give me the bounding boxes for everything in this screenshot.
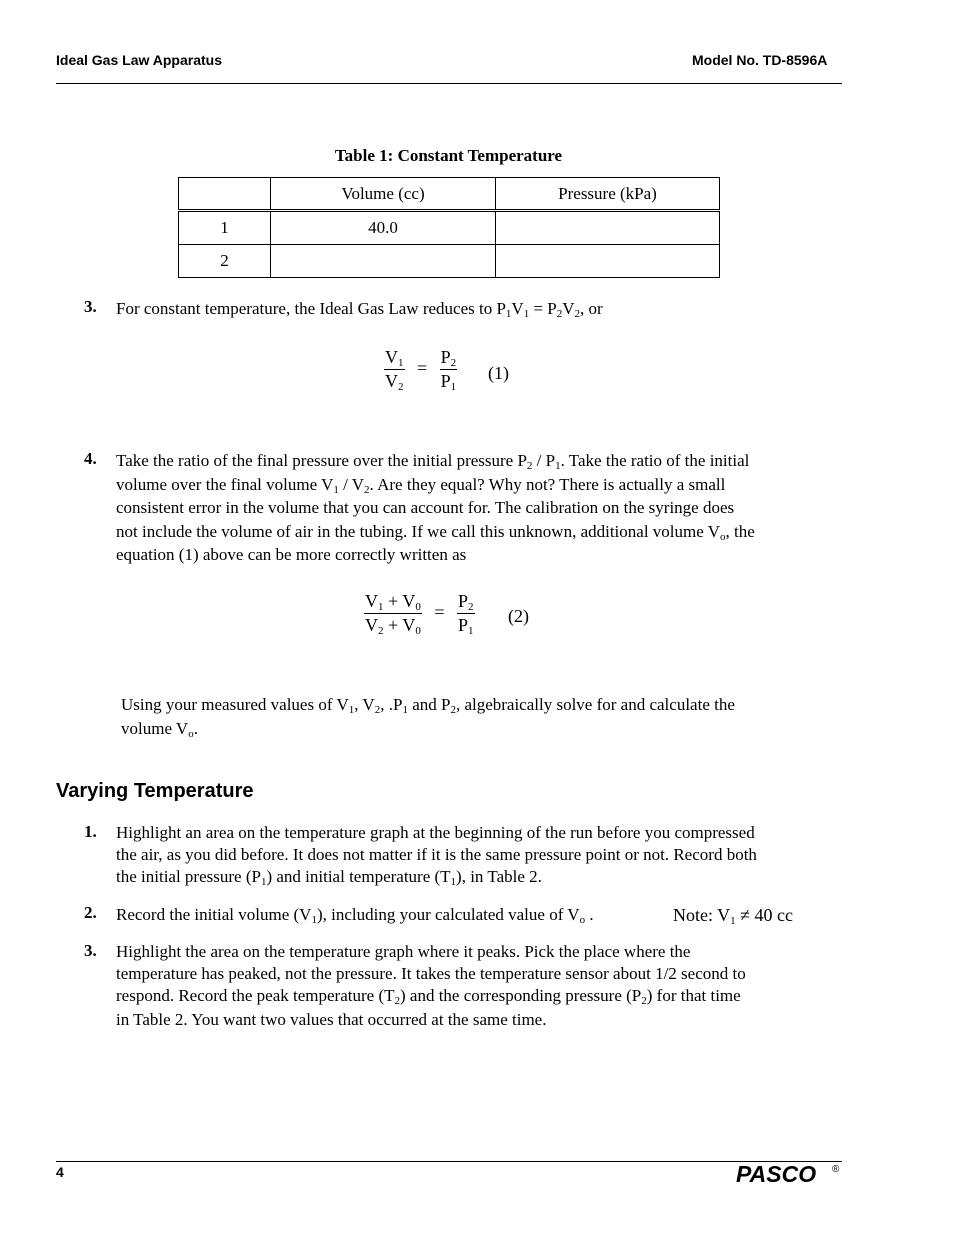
table-row: [179, 245, 720, 278]
registered-mark: ®: [832, 1164, 840, 1175]
step-4-text: Take the ratio of the final pressure over the initial pressure $P_2 / P_1$. Take the ratio of the initial volume over the final volume $V_1 / V_2$. Are they equal? Why not? There is actually a small consistent error in the volume that you can account for. The calibration on the syringe does not include the volume of air in the tubing. If we call this unknown, additional volume $V_o$, the equation (1) above can be more correctly written as: [116, 451, 755, 564]
step-number: 3.: [84, 297, 97, 316]
equation-2-label: (2): [508, 606, 529, 626]
constant-temperature-table: [178, 177, 720, 278]
table-header-cell: Pressure (kPa): [496, 178, 720, 211]
step-3-text: For constant temperature, the Ideal Gas Law reduces to $P_1V_1 = P_2V_2$, or: [116, 299, 603, 320]
table-row: [179, 211, 720, 245]
equation-1-label: (1): [488, 363, 509, 383]
section-heading: Varying Temperature: [56, 780, 254, 802]
pasco-logo: [736, 1162, 828, 1186]
page-number: 4: [56, 1164, 64, 1180]
header-rule: [56, 83, 842, 84]
step-number: 2.: [84, 903, 97, 922]
equation-2: $\frac{V_1 + V_0}{V_2 + V_0}$ = $\frac{P_2}{P_1}$: [365, 591, 474, 637]
footer-rule: [56, 1161, 842, 1162]
table-cell: [496, 211, 720, 245]
table-caption: Table 1: Constant Temperature: [334, 146, 563, 165]
vt-step-1-text: Highlight an area on the temperature graph at the beginning of the run before you compressed the air, as you did before. It does not matter if it is the same pressure point or not. Record both the initial pressure $(P_1)$ and initial temperature $(T_1)$, in Table 2.: [116, 823, 757, 888]
step-number: 3.: [84, 941, 97, 960]
note-v1: Note: $V_1 \ne 40$ cc: [673, 905, 794, 927]
solve-paragraph: Using your measured values of $V_1$, $V_2$, $.P_1$ and $P_2$, algebraically solve for and calculate the volume $V_o$.: [121, 695, 735, 740]
running-header-title: Ideal Gas Law Apparatus: [56, 52, 222, 68]
pasco-logo-text: PASCO: [736, 1161, 817, 1187]
table-cell: 2: [179, 245, 271, 278]
step-number: 4.: [84, 449, 97, 468]
table-cell: 40.0: [271, 211, 496, 245]
vt-step-2-text: Record the initial volume $(V_1)$, including your calculated value of $V_o$ .: [116, 905, 594, 926]
table-cell: [496, 245, 720, 278]
table-cell: [271, 245, 496, 278]
step-number: 1.: [84, 822, 97, 841]
table-header-row: [179, 178, 720, 211]
equation-1: $\frac{V_1}{V_2}$ = $\frac{P_2}{P_1}$: [385, 347, 457, 393]
vt-step-3-text: Highlight the area on the temperature graph where it peaks. Pick the place where the temperature has peaked, not the pressure. It takes the temperature sensor about 1/2 second to respond. Record the peak temperature $(T_2)$ and the corresponding pressure $(P_2)$ for that time in Table 2. You want two values that occurred at the same time.: [116, 942, 746, 1029]
table-cell: 1: [179, 211, 271, 245]
table-header-cell: [179, 178, 271, 211]
table-header-cell: Volume (cc): [271, 178, 496, 211]
running-header-model: Model No. TD-8596A: [692, 52, 828, 68]
